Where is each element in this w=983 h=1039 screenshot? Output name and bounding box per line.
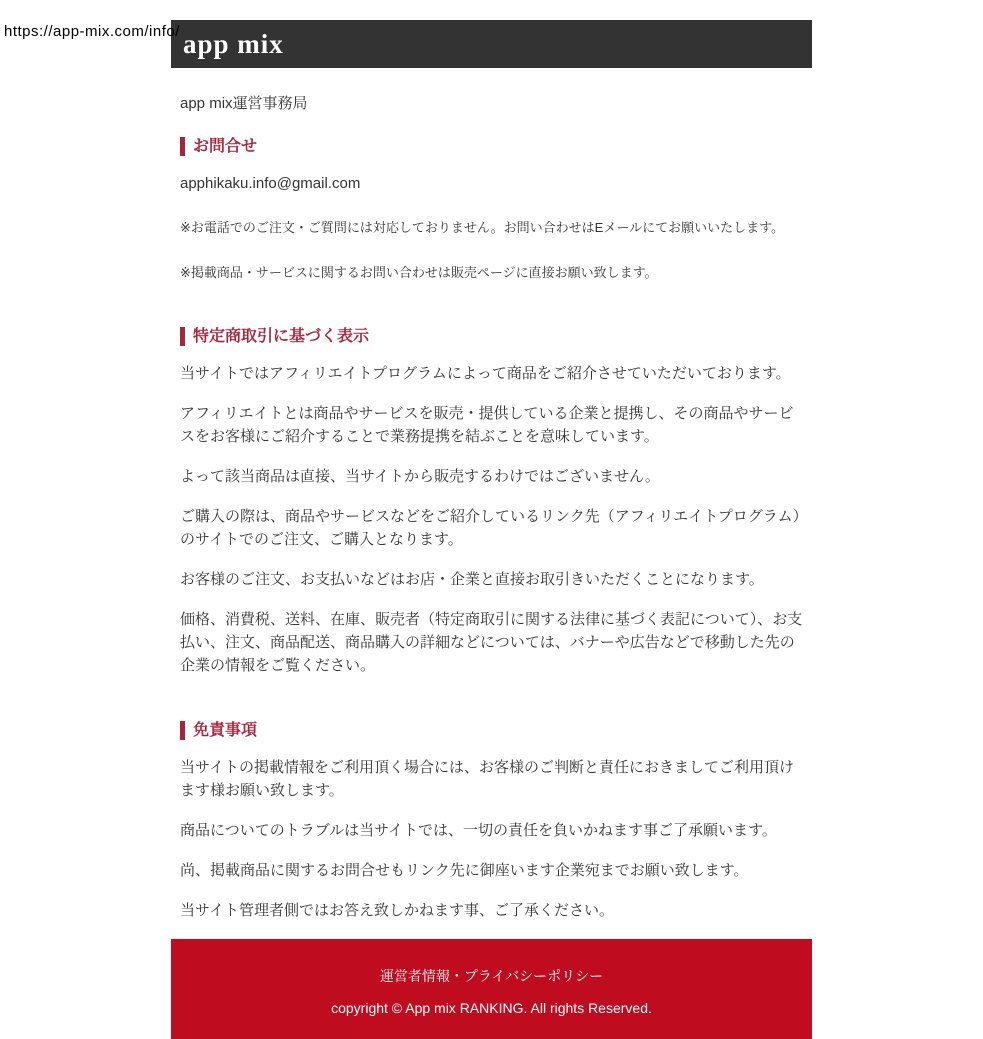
site-header [171, 20, 812, 68]
disclaimer-paragraph: 商品についてのトラブルは当サイトでは、一切の責任を負いかねます事ご了承願います。 [180, 822, 777, 839]
section-heading-contact-label: お問合せ [193, 138, 258, 155]
site-logo[interactable]: app mix [183, 28, 284, 59]
tokutei-paragraph: 当サイトではアフィリエイトプログラムによって商品をご紹介させていただいております。 [180, 365, 791, 382]
contact-email: apphikaku.info@gmail.com [180, 175, 361, 192]
tokutei-paragraph: アフィリエイトとは商品やサービスを販売・提供している企業と提携し、その商品やサービスをお客様にご紹介することで業務提携を結ぶことを意味しています。 [180, 405, 794, 445]
privacy-policy-link[interactable]: 運営者情報・プライバシーポリシー [379, 968, 604, 984]
contact-note-products: ※掲載商品・サービスに関するお問い合わせは販売ページに直接お願い致します。 [180, 265, 658, 280]
tokutei-paragraph: お客様のご注文、お支払いなどはお店・企業と直接お取引きいただくことになります。 [180, 571, 764, 588]
section-heading-disclaimer-label: 免責事項 [193, 722, 258, 739]
browser-url-text: https://app-mix.com/info/ [4, 23, 180, 40]
disclaimer-paragraph: 尚、掲載商品に関するお問合せもリンク先に御座います企業宛までお願い致します。 [180, 862, 749, 879]
disclaimer-paragraph: 当サイトの掲載情報をご利用頂く場合には、お客様のご判断と責任におきましてご利用頂けます様お願い致します。 [180, 759, 794, 799]
page-container [171, 20, 812, 1016]
contact-note-phone: ※お電話でのご注文・ご質問には対応しておりません。お問い合わせはEメールにてお願いいたします。 [180, 220, 785, 235]
tokutei-paragraph: 価格、消費税、送料、在庫、販売者（特定商取引に関する法律に基づく表記について）、お支払い、注文、商品配送、商品購入の詳細などについては、バナーや広告などで移動した先の企業の情報をご覧ください。 [180, 611, 803, 674]
main-content [171, 68, 812, 939]
section-heading-disclaimer [180, 721, 803, 740]
site-footer [171, 939, 812, 1039]
tokutei-paragraph: よって該当商品は直接、当サイトから販売するわけではございません。 [180, 468, 660, 485]
section-heading-contact [180, 137, 803, 156]
disclaimer-paragraph: 当サイト管理者側ではお答え致しかねます事、ご了承ください。 [180, 902, 614, 919]
section-heading-tokutei [180, 327, 803, 346]
section-heading-tokutei-label: 特定商取引に基づく表示 [193, 328, 370, 345]
operator-name: app mix運営事務局 [180, 95, 308, 112]
tokutei-paragraph: ご購入の際は、商品やサービスなどをご紹介しているリンク先（アフィリエイトプログラム）のサイトでのご注文、ご購入となります。 [180, 508, 801, 548]
copyright-text: copyright © App mix RANKING. All rights Reserved. [331, 1000, 652, 1016]
